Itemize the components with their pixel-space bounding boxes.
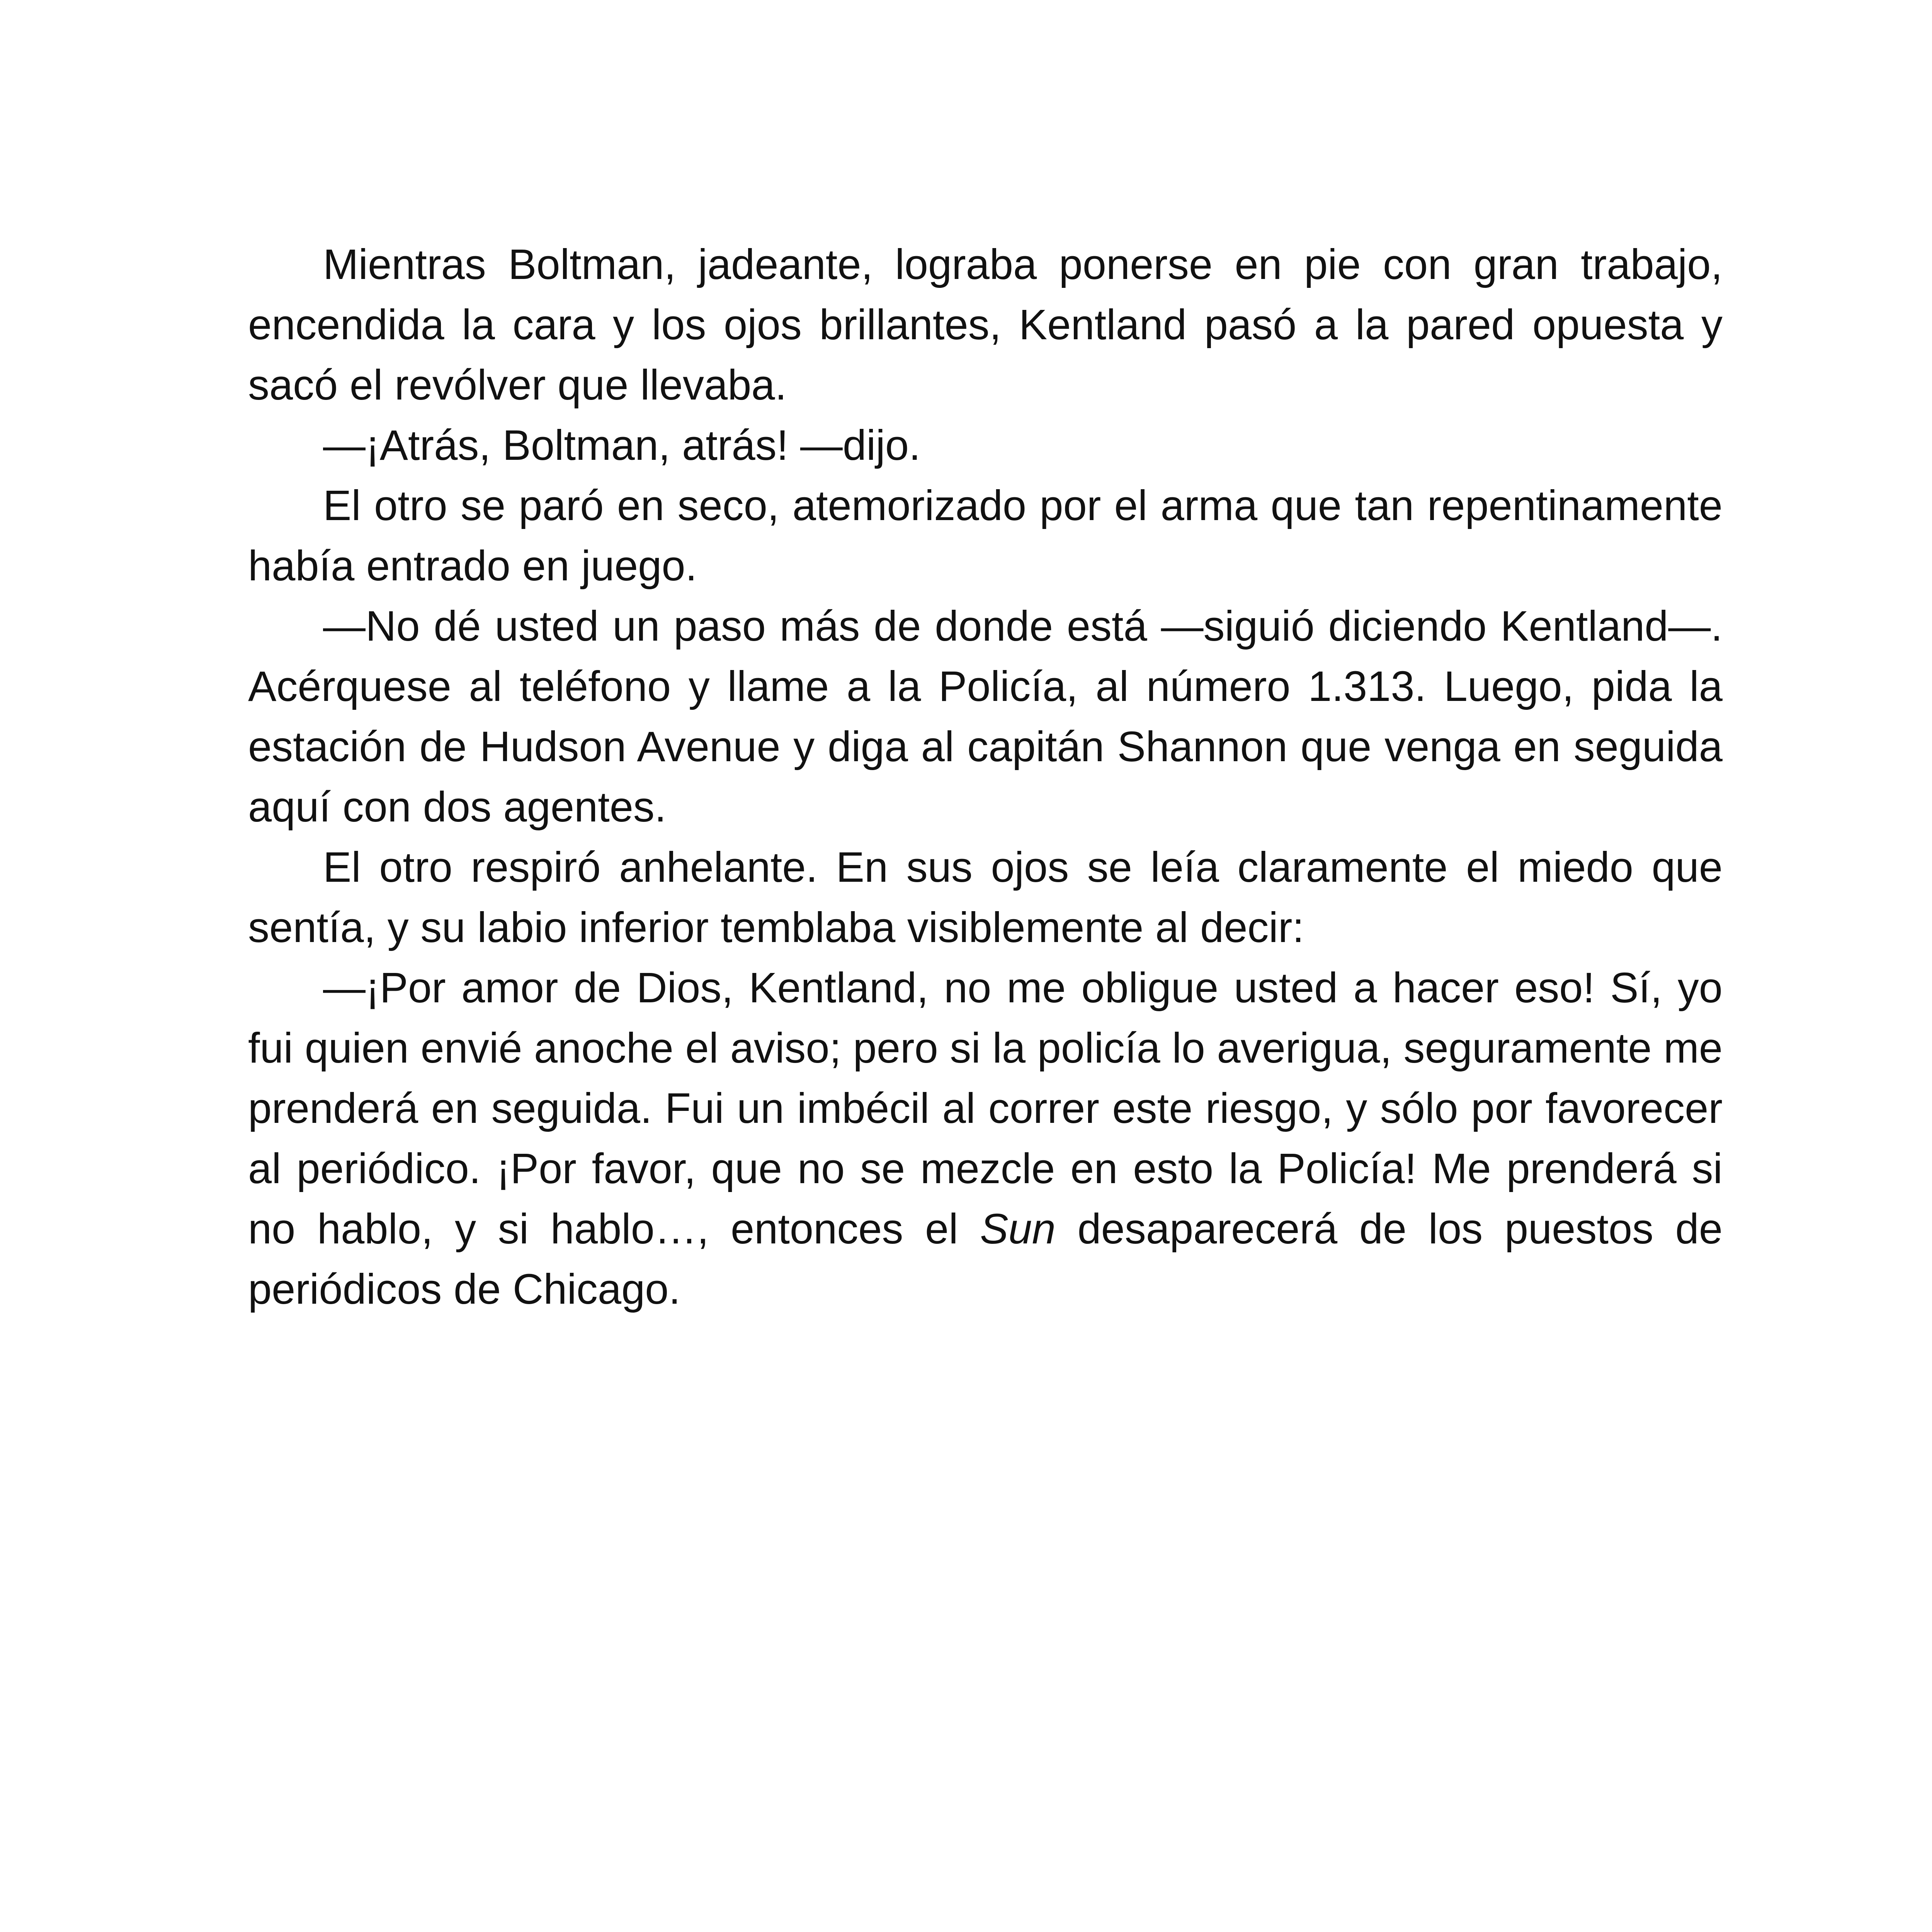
paragraph-6-text-start: —¡Por amor de Dios, Kentland, no me obligue usted a hacer eso! Sí, yo fui quien envié anoche el aviso; pero si la policía lo averigua, seguramente me prenderá en seguida. Fui un imbécil al correr este riesgo, y sólo por favorecer al periódico. ¡Por favor, que no se mezcle en esto la Policía! Me prenderá si no hablo, y si hablo…, entonces el	[248, 964, 1723, 1253]
paragraph-1: Mientras Boltman, jadeante, lograba ponerse en pie con gran trabajo, encendida la cara y los ojos brillantes, Kentland pasó a la pared opuesta y sacó el revólver que llevaba.	[248, 241, 1723, 409]
paragraph-6-text-end: desaparecerá de los puestos de periódicos de Chicago.	[248, 1205, 1723, 1313]
paragraph-2: —¡Atrás, Boltman, atrás! —dijo.	[323, 422, 921, 469]
paragraph-4: —No dé usted un paso más de donde está —siguió diciendo Kentland—. Acérquese al teléfono y llame a la Policía, al número 1.313. Luego, pida la estación de Hudson Avenue y diga al capitán Shannon que venga en seguida aquí con dos agentes.	[248, 602, 1723, 831]
newspaper-title-italic: Sun	[980, 1205, 1056, 1253]
paragraph-3: El otro se paró en seco, atemorizado por el arma que tan repentinamente había entrado en juego.	[248, 482, 1723, 590]
paragraph-5: El otro respiró anhelante. En sus ojos se leía claramente el miedo que sentía, y su labio inferior temblaba visiblemente al decir:	[248, 844, 1723, 951]
paragraph-6	[248, 958, 1723, 1320]
body-text	[248, 235, 1723, 1320]
